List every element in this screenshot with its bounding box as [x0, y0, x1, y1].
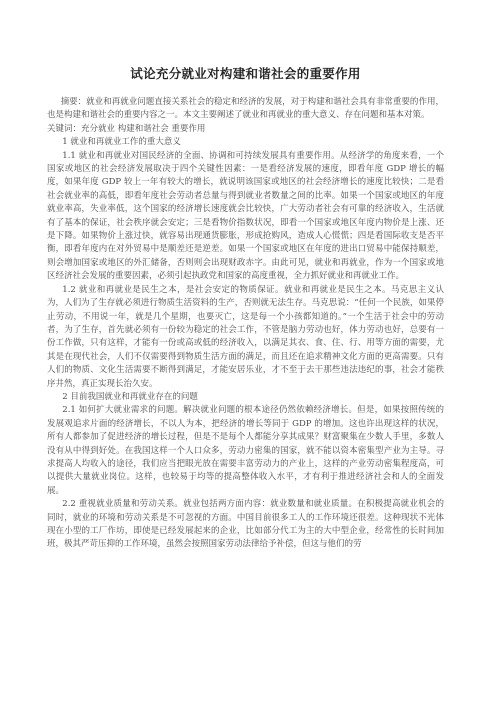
section-heading: 2 目前我国就业和再就业存在的问题	[62, 391, 198, 402]
paragraph: 1.2 就业和再就业是民生之本，是社会安定的物质保证。就业和再就业是民生之本。马克思主义认为，人们为了生存就必须进行物质生活资料的生产，否则就无法生存。马克思说：“任何一个民族，如果停止劳动，不用说一年，就是几个星期，也要灭亡，这是每一个小孩都知道的。”一个生活于社会中的劳动者，为了生存，首先就必须有一份较为稳定的社会工作，不管是脑力劳动也好，体力劳动也好，总要有一份工作做，只有这样，才能有一份或高或低的经济收入，以满足其衣、食、住、行、用等方面的需要，尤其是在现代社会，人们不仅需要得到物质生活方面的满足，而且还在追求精神文化方面的更高需要。只有人们的物质、文化生活需要不断得到满足，才能安居乐业，才不至于去干那些违法违纪的事，社会才能秩序井然，真正实现长治久安。	[47, 284, 444, 389]
paragraph: 2.1 如何扩大就业需求的问题。解决就业问题的根本途径仍然依赖经济增长。但是，如果按照传统的发展观追求片面的经济增长，不以人为本，把经济的增长等同于 GDP 的增加。这也许出现这样的状况，所有人都参加了促进经济的增长过程，但是不是每个人都能分享其成果？财富聚集在少数人手里，多数人没有从中得到好处。在我国这样一个人口众多，劳动力密集的国家，就不能以资本密集型产业为主导。寻求提高人均收入的途径，我们应当把眼光放在需要丰富劳动力的产业上，这样的产业劳动密集程度高，可以提供大量就业岗位。这样，也较易于均等的提高整体收入水平，才有利于推进经济社会和人的全面发展。	[47, 405, 444, 496]
document-title: 试论充分就业对构建和谐社会的重要作用	[130, 66, 361, 81]
abstract: 摘要：就业和再就业问题直接关系社会的稳定和经济的发展，对于构建和谐社会具有非常重要的作用，也是构建和谐社会的重要内容之一。本文主要阐述了就业和再就业的重大意义、存在问题和基本对策。	[47, 97, 444, 121]
keywords: 关键词：充分就业 构建和谐社会 重要作用	[47, 123, 206, 134]
section-heading: 1 就业和再就业工作的重大意义	[62, 137, 181, 148]
paragraph: 1.1 就业和再就业对国民经济的全面、协调和可持续发展具有重要作用。从经济学的角度来看，一个国家或地区的社会经济发展取决于四个关键性因素：一是看经济发展的速度，即看年度 GDP 增长的幅度，如果年度 GDP 较上一年有较大的增长，就说明该国家或地区的社会经济增长的速度比较快；二是看社会就业率的高低，即看年度社会劳动者总量与得到就业者数量之间的比率。如果一个国家或地区的年度就业率高，失业率低，这个国家的经济增长速度就会比较快，广大劳动者社会有可靠的经济收入，生活就有了基本的保证，社会秩序就会安定；三是看物价指数状况，即看一个国家或地区年度内物价是上涨、还是下降。如果物价上涨过快，就容易出现通货膨胀，形成抢购风，造成人心慌慌；四是看国际收支是否平衡，即看年度内在对外贸易中是顺差还是逆差。如果一个国家或地区在年度的进出口贸易中能保持顺差，则会增加国家或地区的外汇储备，否则则会出现财政赤字。由此可见，就业和再就业，作为一个国家或地区经济社会发展的重要因素，必须引起执政党和国家的高度重视，全力抓好就业和再就业工作。	[47, 150, 444, 282]
paragraph: 2.2 重视就业质量和劳动关系。就业包括两方面内容：就业数量和就业质量。在积极提高就业机会的同时，就业的环境和劳动关系是不可忽视的方面。中国目前很多工人的工作环境还很差。这种现状不光体现在小型的工厂作坊，即使是已经发展起来的企业，比如部分代工为主的大中型企业，经常性的长时间加班，极其严苛压抑的工作环境，虽然会按照国家劳动法律给予补偿，但这与他们的劳	[47, 499, 444, 550]
